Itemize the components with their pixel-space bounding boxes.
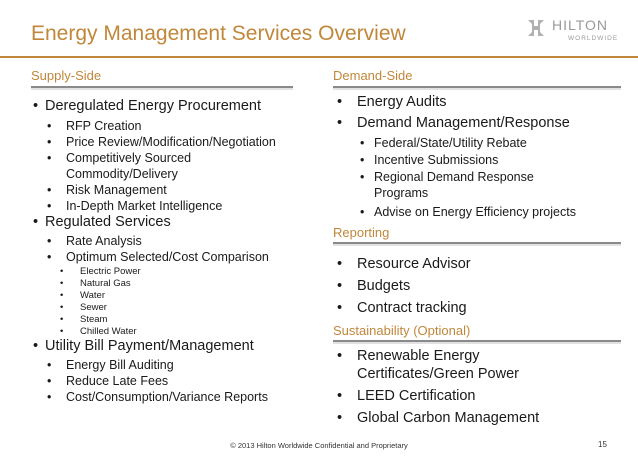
left-item: Energy Bill Auditing	[66, 358, 174, 372]
bullet-icon: •	[47, 199, 52, 213]
sustainability-item: Global Carbon Management	[357, 410, 540, 426]
bullet-icon: •	[60, 314, 64, 325]
demand-item: Incentive Submissions	[374, 153, 499, 167]
hilton-logo	[526, 16, 626, 46]
left-item: Utility Bill Payment/Management	[45, 338, 254, 354]
demand-item: Energy Audits	[357, 94, 447, 110]
bullet-icon: •	[337, 300, 343, 316]
bullet-icon: •	[360, 205, 365, 219]
left-item: Reduce Late Fees	[66, 374, 169, 388]
left-item: RFP Creation	[66, 119, 142, 133]
left-item: Competitively Sourced	[66, 151, 192, 165]
slide-title: Energy Management Services Overview	[31, 22, 406, 45]
bullet-icon: •	[60, 278, 64, 289]
bullet-icon: •	[337, 388, 343, 404]
bullet-icon: •	[47, 250, 52, 264]
bullet-icon: •	[337, 278, 343, 294]
bullet-icon: •	[60, 290, 64, 301]
sustainability-item: LEED Certification	[357, 388, 476, 404]
bullet-icon: •	[47, 358, 52, 372]
demand-item: Regional Demand Response	[374, 170, 534, 184]
left-item: Cost/Consumption/Variance Reports	[66, 390, 268, 404]
bullet-icon: •	[33, 98, 39, 114]
left-item: Optimum Selected/Cost Comparison	[66, 250, 269, 264]
bullet-icon: •	[360, 170, 365, 184]
bullet-icon: •	[47, 151, 52, 165]
left-item: Deregulated Energy Procurement	[45, 98, 262, 114]
sustainability-item: Renewable Energy	[357, 348, 480, 364]
logo-subtitle: WORLDWIDE	[568, 35, 619, 42]
left-item: Steam	[80, 314, 108, 325]
bullet-icon: •	[33, 338, 39, 354]
bullet-icon: •	[60, 302, 64, 313]
bullet-icon: •	[47, 374, 52, 388]
page-number: 15	[598, 440, 607, 449]
left-item: Price Review/Modification/Negotiation	[66, 135, 276, 149]
reporting-item: Contract tracking	[357, 300, 467, 316]
bullet-icon: •	[60, 266, 64, 277]
demand-side-heading: Demand-Side	[333, 68, 413, 83]
footer-copyright: © 2013 Hilton Worldwide Confidential and Proprietary	[230, 441, 408, 450]
bullet-icon: •	[337, 348, 343, 364]
bullet-icon: •	[47, 234, 52, 248]
hilton-logo-mark-icon	[526, 18, 546, 38]
demand-side-rule-shadow	[333, 88, 621, 90]
bullet-icon: •	[47, 135, 52, 149]
sustainability-rule-shadow	[333, 342, 621, 344]
left-item: Risk Management	[66, 183, 167, 197]
left-item: Natural Gas	[80, 278, 131, 289]
sustainability-item: Certificates/Green Power	[357, 366, 519, 382]
demand-item: Programs	[374, 186, 429, 200]
bullet-icon: •	[337, 94, 343, 110]
left-item: Regulated Services	[45, 214, 171, 230]
demand-item: Demand Management/Response	[357, 115, 570, 131]
bullet-icon: •	[360, 153, 365, 167]
bullet-icon: •	[337, 256, 343, 272]
reporting-item: Resource Advisor	[357, 256, 471, 272]
sustainability-heading: Sustainability (Optional)	[333, 323, 471, 338]
supply-side-heading: Supply-Side	[31, 68, 102, 83]
title-divider	[0, 56, 638, 58]
supply-side-rule-shadow	[31, 88, 293, 90]
left-item: Chilled Water	[80, 326, 137, 337]
left-item: Electric Power	[80, 266, 141, 277]
bullet-icon: •	[337, 410, 343, 426]
bullet-icon: •	[47, 390, 52, 404]
demand-item: Federal/State/Utility Rebate	[374, 136, 527, 150]
bullet-icon: •	[33, 214, 39, 230]
left-item: Commodity/Delivery	[66, 167, 178, 181]
left-item: Sewer	[80, 302, 107, 313]
reporting-rule-shadow	[333, 244, 621, 246]
reporting-item: Budgets	[357, 278, 411, 294]
bullet-icon: •	[60, 326, 64, 337]
left-item: Water	[80, 290, 105, 301]
bullet-icon: •	[47, 119, 52, 133]
bullet-icon: •	[337, 115, 343, 131]
demand-item: Advise on Energy Efficiency projects	[374, 205, 576, 219]
logo-wordmark: HILTON	[552, 17, 609, 33]
bullet-icon: •	[47, 183, 52, 197]
bullet-icon: •	[360, 136, 365, 150]
left-item: In-Depth Market Intelligence	[66, 199, 223, 213]
reporting-heading: Reporting	[333, 225, 390, 240]
left-item: Rate Analysis	[66, 234, 142, 248]
